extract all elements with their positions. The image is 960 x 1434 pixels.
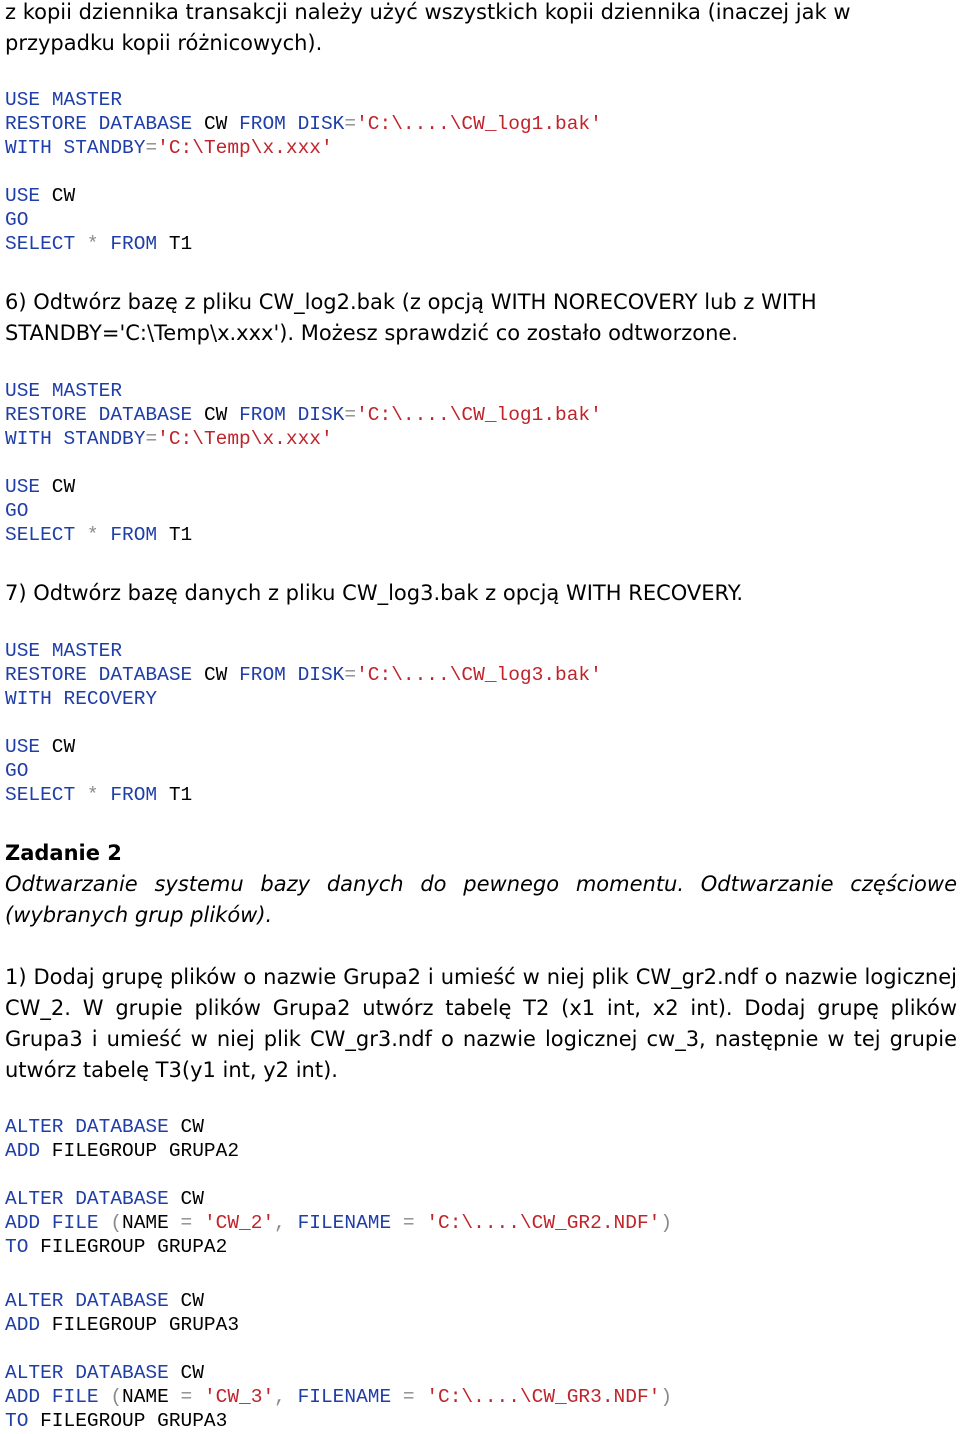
sql-text: T1 <box>157 784 193 806</box>
code-block-select-t1-2 <box>5 475 192 547</box>
code-line <box>5 687 602 711</box>
sql-text: FILEGROUP GRUPA3 <box>28 1410 228 1432</box>
code-block-restore-log1 <box>5 88 602 160</box>
sql-string: 'C:\Temp\x.xxx' <box>157 428 333 450</box>
code-block-add-file-cw3 <box>5 1361 672 1433</box>
sql-operator: , <box>274 1212 286 1234</box>
code-line <box>5 1409 672 1433</box>
sql-operator: = <box>344 113 357 135</box>
sql-keyword: DATABASE <box>75 1116 169 1138</box>
sql-text: NAME <box>122 1386 181 1408</box>
sql-text: T1 <box>157 524 193 546</box>
sql-operator: = <box>145 428 158 450</box>
sql-keyword: RESTORE <box>5 664 87 686</box>
sql-keyword: MASTER <box>51 380 123 402</box>
code-line <box>5 1385 672 1409</box>
code-line <box>5 1187 672 1211</box>
sql-keyword: DISK <box>297 113 345 135</box>
sql-operator: * <box>86 233 99 255</box>
sql-keyword: GO <box>5 760 29 782</box>
sql-operator: * <box>86 524 99 546</box>
code-line <box>5 136 602 160</box>
sql-text <box>40 1386 52 1408</box>
code-line <box>5 208 192 232</box>
sql-keyword: DATABASE <box>98 404 193 426</box>
sql-text <box>64 1290 76 1312</box>
sql-text <box>75 524 87 546</box>
code-line <box>5 1361 672 1385</box>
sql-keyword: FILENAME <box>297 1212 392 1234</box>
sql-keyword: DISK <box>297 404 345 426</box>
sql-string: 'C:\....\CW_log3.bak' <box>356 664 602 686</box>
sql-text: T1 <box>157 233 193 255</box>
sql-keyword: STANDBY <box>63 137 146 159</box>
sql-keyword: USE <box>5 89 41 111</box>
sql-text: CW <box>168 1290 204 1312</box>
sql-text <box>415 1386 427 1408</box>
sql-text: CW <box>168 1188 204 1210</box>
sql-text <box>286 1386 298 1408</box>
sql-text <box>87 113 99 135</box>
sql-keyword: DATABASE <box>75 1362 169 1384</box>
sql-text: FILEGROUP GRUPA2 <box>40 1140 240 1162</box>
sql-keyword: RECOVERY <box>63 688 158 710</box>
sql-text: FILEGROUP GRUPA3 <box>40 1314 240 1336</box>
code-line <box>5 184 192 208</box>
sql-keyword: FROM <box>239 664 286 686</box>
code-block-add-filegroup-grupa3 <box>5 1289 239 1337</box>
sql-keyword: ALTER <box>5 1362 64 1384</box>
sql-text <box>64 1116 76 1138</box>
sql-text: CW <box>40 476 76 498</box>
sql-keyword: WITH <box>5 428 52 450</box>
sql-text: CW <box>40 736 76 758</box>
sql-text <box>64 1362 76 1384</box>
code-line <box>5 523 192 547</box>
sql-operator: ) <box>660 1212 673 1234</box>
sql-keyword: RESTORE <box>5 404 87 426</box>
sql-keyword: DISK <box>297 664 345 686</box>
sql-keyword: USE <box>5 380 41 402</box>
code-line <box>5 232 192 256</box>
intro-paragraph: z kopii dziennika transakcji należy użyć wszystkich kopii dziennika (inaczej jak w przypadku kopii różnicowych). <box>5 0 851 55</box>
sql-keyword: MASTER <box>51 89 123 111</box>
code-block-select-t1 <box>5 184 192 256</box>
sql-operator: ( <box>110 1386 123 1408</box>
sql-keyword: ADD <box>5 1314 41 1336</box>
sql-keyword: WITH <box>5 137 52 159</box>
sql-keyword: FROM <box>239 113 286 135</box>
code-line <box>5 379 602 403</box>
sql-string: 'C:\....\CW_log1.bak' <box>356 113 602 135</box>
sql-keyword: SELECT <box>5 524 76 546</box>
sql-text <box>40 89 52 111</box>
sql-text <box>40 640 52 662</box>
sql-text <box>52 428 64 450</box>
sql-text <box>391 1212 403 1234</box>
sql-keyword: ADD <box>5 1140 41 1162</box>
sql-string: 'C:\Temp\x.xxx' <box>157 137 333 159</box>
code-line <box>5 475 192 499</box>
sql-text <box>286 404 298 426</box>
code-block-add-filegroup-grupa2 <box>5 1115 239 1163</box>
code-line <box>5 783 192 807</box>
sql-keyword: TO <box>5 1236 29 1258</box>
sql-keyword: SELECT <box>5 784 76 806</box>
sql-text <box>192 1386 204 1408</box>
sql-keyword: STANDBY <box>63 428 146 450</box>
code-line <box>5 1139 239 1163</box>
sql-keyword: GO <box>5 500 29 522</box>
sql-text: NAME <box>122 1212 181 1234</box>
sql-keyword: ALTER <box>5 1116 64 1138</box>
code-line <box>5 735 192 759</box>
step-6-paragraph: 6) Odtwórz bazę z pliku CW_log2.bak (z opcją WITH NORECOVERY lub z WITH STANDBY='C:\Temp\x.xxx'). Możesz sprawdzić co zostało odtworzone. <box>5 290 817 345</box>
sql-keyword: DATABASE <box>75 1290 169 1312</box>
sql-text <box>286 664 298 686</box>
sql-text: CW <box>40 185 76 207</box>
code-line <box>5 639 602 663</box>
code-line <box>5 1115 239 1139</box>
sql-operator: = <box>180 1386 193 1408</box>
sql-string: 'C:\....\CW_GR3.NDF' <box>426 1386 661 1408</box>
sql-keyword: ALTER <box>5 1290 64 1312</box>
sql-keyword: FROM <box>110 233 158 255</box>
sql-text <box>87 404 99 426</box>
sql-text <box>75 784 87 806</box>
code-line <box>5 759 192 783</box>
sql-text <box>87 664 99 686</box>
sql-keyword: USE <box>5 736 41 758</box>
task-2-step-1-paragraph: 1) Dodaj grupę plików o nazwie Grupa2 i umieść w niej plik CW_gr2.ndf o nazwie logicznej CW_2. W grupie plików Grupa2 utwórz tabelę T2 (x1 int, x2 int). Dodaj grupę plików Grupa3 i umieść w niej plik CW_gr3.ndf o nazwie logicznej cw_3, następnie w tej grupie utwórz tabelę T3(y1 int, y2 int). <box>5 965 957 1082</box>
sql-operator: = <box>180 1212 193 1234</box>
sql-text <box>391 1386 403 1408</box>
sql-text <box>99 233 111 255</box>
sql-string: 'C:\....\CW_log1.bak' <box>356 404 602 426</box>
sql-keyword: ADD <box>5 1212 41 1234</box>
code-block-select-t1-3 <box>5 735 192 807</box>
code-line <box>5 427 602 451</box>
sql-operator: , <box>274 1386 286 1408</box>
sql-text <box>40 1212 52 1234</box>
sql-keyword: DATABASE <box>75 1188 169 1210</box>
sql-keyword: ALTER <box>5 1188 64 1210</box>
sql-keyword: FILE <box>51 1386 99 1408</box>
sql-keyword: TO <box>5 1410 29 1432</box>
sql-operator: = <box>402 1386 415 1408</box>
code-block-restore-log2 <box>5 379 602 451</box>
sql-operator: = <box>402 1212 415 1234</box>
sql-keyword: RESTORE <box>5 113 87 135</box>
sql-text <box>415 1212 427 1234</box>
code-line <box>5 88 602 112</box>
sql-keyword: FROM <box>110 524 158 546</box>
sql-string: 'C:\....\CW_GR2.NDF' <box>426 1212 661 1234</box>
sql-keyword: DATABASE <box>98 664 193 686</box>
code-line <box>5 112 602 136</box>
sql-string: 'CW_2' <box>203 1212 275 1234</box>
step-7-paragraph: 7) Odtwórz bazę danych z pliku CW_log3.bak z opcją WITH RECOVERY. <box>5 581 744 605</box>
sql-text <box>99 784 111 806</box>
sql-text <box>99 1386 111 1408</box>
sql-text <box>75 233 87 255</box>
sql-text: CW <box>192 664 240 686</box>
sql-keyword: SELECT <box>5 233 76 255</box>
sql-string: 'CW_3' <box>203 1386 275 1408</box>
sql-text: CW <box>168 1362 204 1384</box>
sql-keyword: DATABASE <box>98 113 193 135</box>
sql-keyword: USE <box>5 476 41 498</box>
sql-keyword: FROM <box>239 404 286 426</box>
code-line <box>5 1313 239 1337</box>
sql-operator: = <box>145 137 158 159</box>
sql-text <box>52 137 64 159</box>
task-2-heading: Zadanie 2 <box>5 841 122 865</box>
code-line <box>5 1235 672 1259</box>
code-line <box>5 663 602 687</box>
sql-operator: = <box>344 404 357 426</box>
sql-text <box>52 688 64 710</box>
sql-text <box>99 1212 111 1234</box>
sql-operator: ( <box>110 1212 123 1234</box>
sql-text <box>286 1212 298 1234</box>
code-line <box>5 1211 672 1235</box>
code-block-add-file-cw2 <box>5 1187 672 1259</box>
sql-keyword: WITH <box>5 688 52 710</box>
sql-text: CW <box>168 1116 204 1138</box>
sql-keyword: FILE <box>51 1212 99 1234</box>
sql-keyword: GO <box>5 209 29 231</box>
sql-text <box>192 1212 204 1234</box>
sql-keyword: FILENAME <box>297 1386 392 1408</box>
sql-text: FILEGROUP GRUPA2 <box>28 1236 228 1258</box>
sql-keyword: USE <box>5 185 41 207</box>
code-line <box>5 403 602 427</box>
sql-keyword: USE <box>5 640 41 662</box>
sql-operator: = <box>344 664 357 686</box>
sql-keyword: MASTER <box>51 640 123 662</box>
sql-text <box>286 113 298 135</box>
sql-text <box>99 524 111 546</box>
sql-text <box>40 380 52 402</box>
sql-operator: * <box>86 784 99 806</box>
sql-text: CW <box>192 404 240 426</box>
sql-keyword: FROM <box>110 784 158 806</box>
sql-keyword: ADD <box>5 1386 41 1408</box>
code-line <box>5 499 192 523</box>
code-line <box>5 1289 239 1313</box>
sql-text: CW <box>192 113 240 135</box>
code-block-restore-log3 <box>5 639 602 711</box>
sql-text <box>64 1188 76 1210</box>
sql-operator: ) <box>660 1386 673 1408</box>
task-2-subtitle: Odtwarzanie systemu bazy danych do pewnego momentu. Odtwarzanie częściowe (wybranych grup plików). <box>5 872 957 927</box>
